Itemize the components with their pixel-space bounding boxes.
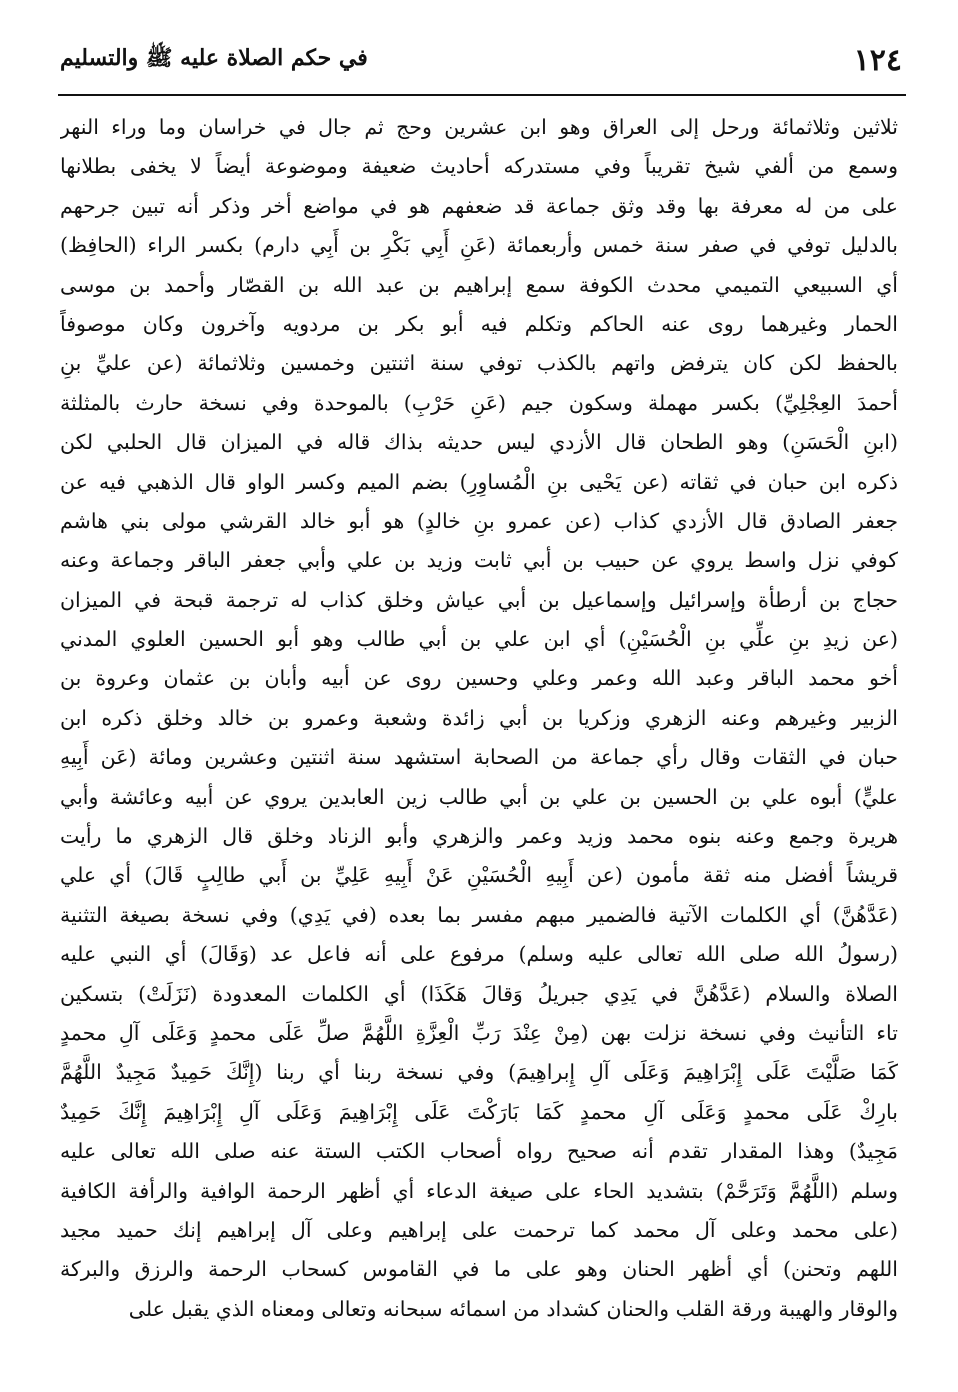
text-line: قريشاً أفضل منه ثقة مأمون (عن أَبِيهِ الْحُسَيْنِ عَنْ أَبِيهِ عَلِيِّ بن أَبي طالِبٍ قَالَ) أي علي	[60, 863, 898, 888]
running-title: في حكم الصلاة عليه ﷺ والتسليم	[60, 45, 368, 71]
text-line: حبان في الثقات وقال رأي جماعة من الصحابة استشهد سنة اثنتين وعشرين ومائة (عَن أَبِيهِ	[60, 745, 898, 770]
text-line: أحمدَ العِجْلِيِّ) بكسر مهملة وسكون جيم (عَنِ حَرْبِ) بالموحدة وفي نسخة حارث بالمثلثة	[60, 390, 898, 415]
text-line: أي السبيعي التميمي محدث الكوفة سمع إبراهيم بن عبد الله بن القصّار وأحمد بن موسى	[60, 272, 898, 297]
text-line: (ابنِ الْحَسَنِ) وهو الطحان قال الأزدي ليس حديثه بذاك قاله في الميزان قال الحلبي لكن	[60, 430, 898, 455]
text-line: الصلاة والسلام (عَدَّهُنَّ في يَدِي جبريلُ وَقالَ هَكَذَا) أي الكلمات المعدودة (نَزَلَتْ) بتسكين	[60, 981, 898, 1006]
text-line: الحمار وغيرهما روى عنه الحاكم وتكلم فيه أبو بكر بن مردويه وآخرون وكان موصوفاً	[60, 311, 898, 336]
header-rule	[58, 94, 906, 96]
text-line: كَمَا صَلَّيْتَ عَلَى إِبْرَاهِيمَ وَعَلَى آلِ إِبراهِيمَ) وفي نسخة ربنا أي ربنا (إِنَّكَ حَمِيدٌ مَجِيدٌ اللَّهُمَّ	[60, 1060, 898, 1085]
text-line: ذكره ابن حبان في ثقاته (عن يَحْيى بنِ الْمُساوِرِ) بضم الميم وكسر الواو قال الذهبي فيه عن	[60, 469, 898, 494]
text-line: بالدليل توفي في صفر سنة خمس وأربعمائة (عَنِ أَبِي بَكْرِ بن أَبِي دارم) بكسر الراء (الحافِظ)	[60, 233, 898, 258]
text-line: بالحفظ لكن كان يترفض واتهم بالكذب توفي سنة اثنتين وخمسين وثلاثمائة (عن عليِّ بنِ	[60, 351, 898, 376]
page-header	[60, 34, 902, 86]
text-line: عليٍّ) أبوه علي بن الحسين بن علي بن أبي طالب زين العابدين يروي عن أبيه وعائشة وأبي	[60, 784, 898, 809]
text-line: كوفي نزل واسط يروي عن حبيب بن أبي ثابت وزيد بن علي وأبي جعفر الباقر وجماعة وعنه	[60, 548, 898, 573]
page-number: ١٢٤	[853, 42, 902, 78]
text-line: جعفر الصادق قال الأزدي كذاب (عن عمرو بنِ خالدٍ) هو أبو خالد القرشي مولى بني هاشم	[60, 508, 898, 533]
text-line: والوقار والهيبة ورقة القلب والحنان كشداد من اسمائه سبحانه وتعالى ومعناه الذي يقبل على	[128, 1296, 898, 1321]
text-line: (رسولُ الله صلى الله تعالى عليه وسلم) مرفوع على أنه فاعل عد (وَقَالَ) أي النبي عليه	[60, 942, 898, 967]
text-line: (على محمد وعلى آل محمد كما ترحمت على إبراهيم وعلى آل إبراهيم إنك حميد مجيد	[60, 1217, 898, 1242]
text-line: (عَدَّهُنَّ) أي الكلمات الآتية فالضمير مبهم مفسر بما بعده (في يَدِي) وفي نسخة بصيغة التثنية	[60, 902, 898, 927]
text-line: مَجِيدٌ) وهذا المقدار تقدم أنه صحيح رواه أصحاب الكتب الستة عنه صلى الله تعالى عليه	[60, 1139, 898, 1164]
text-line: على من له معرفة بها وقد وثق جماعة قد ضعفهم هو في مواضع أخر وذكر أنه تبين جرحهم	[60, 193, 898, 218]
text-line: الزبير وغيرهم وعنه الزهري وزكريا بن أبي زائدة وشعبة وعمرو بن خالد وخلق ذكره ابن	[60, 705, 898, 730]
text-line: بارِكْ عَلَى محمدٍ وَعَلَى آلِ محمدٍ كَمَا بَارَكْتَ عَلَى إِبْرَاهِيمَ وَعَلَى آلِ إِبْرَاهِيمَ إِنَّكَ حَمِيدٌ	[60, 1099, 898, 1124]
text-line: هريرة وجمع وعنه بنوه محمد وزيد وعمر والزهري وأبو الزناد وخلق قال الزهري ما رأيت	[60, 824, 898, 849]
text-line: تاء التأنيث وفي نسخة نزلت بهن (مِنْ عِنْدَ رَبِّ الْعِزَّةِ اللَّهُمَّ صلِّ عَلَى محمدٍ وَعَلَى آلِ محمدٍ	[60, 1020, 898, 1045]
text-line: حجاج بن أرطأة وإسرائيل وإسماعيل بن أبي عياش وخلق كذاب له ترجمة قبحة في الميزان	[60, 587, 898, 612]
text-line: اللهم وتحنن) أي أظهر الحنان وهو على ما في القاموس كسحاب الرحمة والرزق والبركة	[60, 1257, 898, 1282]
text-line: وسمع من ألفي شيخ تقريباً وفي مستدركه أحاديث ضعيفة وموضوعة أيضاً لا يخفى بطلانها	[60, 154, 898, 179]
text-line: أخو محمد الباقر وعبد الله وعمر وعلي وحسين روى عن أبيه وأبان بن عثمان وعروة بن	[60, 666, 898, 691]
text-line: (عن زيدِ بنِ علِّي بنِ الْحُسَيْنِ) أي ابن علي بن أبي طالب وهو أبو الحسين العلوي المدني	[60, 627, 898, 652]
body-text	[60, 108, 898, 1329]
text-line: ثلاثين وثلاثمائة ورحل إلى العراق وهو ابن عشرين وحج ثم جال في خراسان وما وراء النهر	[60, 115, 898, 139]
text-line: وسلم (اللَّهُمَّ وَتَرَحَّمْ) بتشديد الحاء على صيغة الدعاء أي أظهر الرحمة الوافية والرأفة الكافية	[60, 1178, 898, 1203]
